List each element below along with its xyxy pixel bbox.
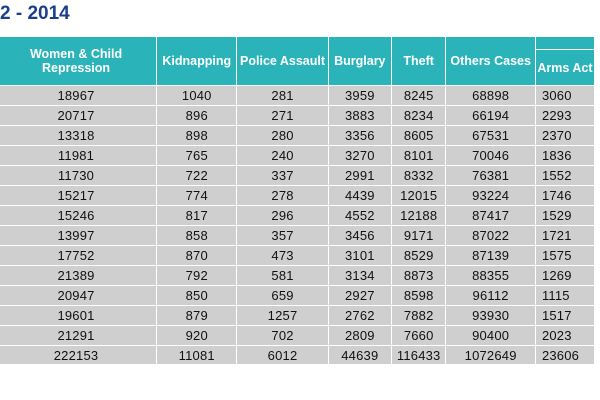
table-row — [0, 326, 595, 346]
table-cell: 13318 — [0, 126, 157, 146]
table-cell: 17752 — [0, 246, 157, 266]
table-body — [0, 86, 595, 365]
table-cell: 11081 — [157, 346, 237, 365]
table-cell: 96112 — [446, 286, 536, 306]
table-cell: 11730 — [0, 166, 157, 186]
table-cell: 20947 — [0, 286, 157, 306]
table-cell: 2023 — [535, 326, 594, 346]
table-cell: 920 — [157, 326, 237, 346]
table-cell: 337 — [237, 166, 328, 186]
table-cell: 3456 — [328, 226, 391, 246]
table-cell: 93224 — [446, 186, 536, 206]
table-cell: 66194 — [446, 106, 536, 126]
table-cell: 850 — [157, 286, 237, 306]
table-cell: 3060 — [535, 86, 594, 106]
header-theft: Theft — [392, 37, 446, 86]
table-cell: 1115 — [535, 286, 594, 306]
table-cell: 12188 — [392, 206, 446, 226]
table-cell: 3883 — [328, 106, 391, 126]
table-row — [0, 86, 595, 106]
header-kidnapping: Kidnapping — [157, 37, 237, 86]
table-cell: 281 — [237, 86, 328, 106]
table-cell: 2991 — [328, 166, 391, 186]
table-cell: 278 — [237, 186, 328, 206]
table-cell: 1517 — [535, 306, 594, 326]
header-burglary: Burglary — [328, 37, 391, 86]
page-title: 2 - 2014 — [0, 3, 70, 24]
table-cell: 8598 — [392, 286, 446, 306]
table-cell: 70046 — [446, 146, 536, 166]
table-cell: 357 — [237, 226, 328, 246]
header-others-cases: Others Cases — [446, 37, 536, 86]
table-row — [0, 146, 595, 166]
table-cell: 896 — [157, 106, 237, 126]
table-row — [0, 306, 595, 326]
table-cell: 702 — [237, 326, 328, 346]
table-row — [0, 206, 595, 226]
table-cell: 44639 — [328, 346, 391, 365]
table-cell: 3270 — [328, 146, 391, 166]
table-cell: 722 — [157, 166, 237, 186]
table-cell: 87022 — [446, 226, 536, 246]
table-cell: 9171 — [392, 226, 446, 246]
table-cell: 1746 — [535, 186, 594, 206]
table-row — [0, 286, 595, 306]
table-cell: 2370 — [535, 126, 594, 146]
table-cell: 18967 — [0, 86, 157, 106]
table-cell: 23606 — [535, 346, 594, 365]
table-cell: 1552 — [535, 166, 594, 186]
table-cell: 116433 — [392, 346, 446, 365]
table-cell: 8234 — [392, 106, 446, 126]
table-cell: 7660 — [392, 326, 446, 346]
table-cell: 6012 — [237, 346, 328, 365]
table-cell: 87139 — [446, 246, 536, 266]
table-row — [0, 186, 595, 206]
table-cell: 8873 — [392, 266, 446, 286]
table-cell: 581 — [237, 266, 328, 286]
table-cell: 3959 — [328, 86, 391, 106]
table-cell: 15246 — [0, 206, 157, 226]
table-cell: 13997 — [0, 226, 157, 246]
table-cell: 93930 — [446, 306, 536, 326]
table-cell: 3134 — [328, 266, 391, 286]
table-cell: 88355 — [446, 266, 536, 286]
table-cell: 1529 — [535, 206, 594, 226]
table-cell: 2927 — [328, 286, 391, 306]
header-women-child-repression: Women & Child Repression — [0, 37, 157, 86]
table-cell: 817 — [157, 206, 237, 226]
header-group-top — [535, 37, 594, 50]
table-cell: 87417 — [446, 206, 536, 226]
table-cell: 1072649 — [446, 346, 536, 365]
table-cell: 11981 — [0, 146, 157, 166]
table-cell: 8529 — [392, 246, 446, 266]
table-cell: 20717 — [0, 106, 157, 126]
table-cell: 1836 — [535, 146, 594, 166]
table-cell: 21389 — [0, 266, 157, 286]
table-cell: 1575 — [535, 246, 594, 266]
table-cell: 774 — [157, 186, 237, 206]
table-cell: 870 — [157, 246, 237, 266]
table-cell: 8245 — [392, 86, 446, 106]
table-cell: 879 — [157, 306, 237, 326]
table-row — [0, 226, 595, 246]
table-row — [0, 246, 595, 266]
table-cell: 858 — [157, 226, 237, 246]
header-row — [0, 37, 595, 50]
header-arms-act: Arms Act — [535, 50, 594, 86]
table-cell: 280 — [237, 126, 328, 146]
table-cell: 2762 — [328, 306, 391, 326]
table-cell: 2293 — [535, 106, 594, 126]
table-cell: 765 — [157, 146, 237, 166]
table-cell: 8605 — [392, 126, 446, 146]
table-cell: 4552 — [328, 206, 391, 226]
table-row — [0, 106, 595, 126]
table-cell: 792 — [157, 266, 237, 286]
crime-statistics-table — [0, 36, 595, 365]
table-cell: 15217 — [0, 186, 157, 206]
total-row — [0, 346, 595, 365]
table-cell: 1257 — [237, 306, 328, 326]
table-cell: 2809 — [328, 326, 391, 346]
table-row — [0, 266, 595, 286]
table-cell: 898 — [157, 126, 237, 146]
table-cell: 240 — [237, 146, 328, 166]
table-cell: 1269 — [535, 266, 594, 286]
table-cell: 68898 — [446, 86, 536, 106]
table-cell: 3101 — [328, 246, 391, 266]
table-cell: 8332 — [392, 166, 446, 186]
table-cell: 222153 — [0, 346, 157, 365]
table-cell: 3356 — [328, 126, 391, 146]
table-row — [0, 126, 595, 146]
table-cell: 4439 — [328, 186, 391, 206]
table-cell: 12015 — [392, 186, 446, 206]
table-cell: 659 — [237, 286, 328, 306]
table-cell: 1040 — [157, 86, 237, 106]
table-cell: 8101 — [392, 146, 446, 166]
table-cell: 67531 — [446, 126, 536, 146]
table-cell: 76381 — [446, 166, 536, 186]
table-cell: 271 — [237, 106, 328, 126]
table-cell: 1721 — [535, 226, 594, 246]
table-cell: 296 — [237, 206, 328, 226]
table-cell: 19601 — [0, 306, 157, 326]
table-cell: 473 — [237, 246, 328, 266]
table-cell: 90400 — [446, 326, 536, 346]
table-cell: 21291 — [0, 326, 157, 346]
table-row — [0, 166, 595, 186]
header-police-assault: Police Assault — [237, 37, 328, 86]
table-cell: 7882 — [392, 306, 446, 326]
